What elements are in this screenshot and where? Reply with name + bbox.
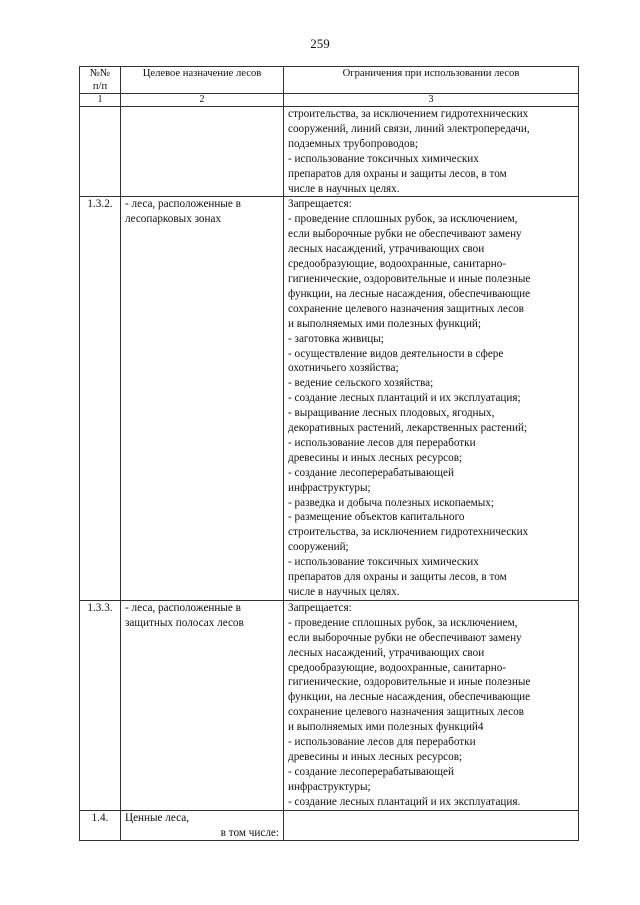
restriction-line: - использование лесов для переработки (288, 436, 476, 449)
restriction-line: - использование токсичных химических (288, 152, 479, 165)
restriction-line: - осуществление видов деятельности в сфере (288, 347, 504, 360)
restriction-line: сохранение целевого назначения защитных лесов (288, 302, 524, 315)
page-number: 259 (310, 36, 330, 51)
restriction-line: - выращивание лесных плодовых, ягодных, (288, 407, 495, 420)
restriction-line: инфраструктуры; (288, 780, 371, 793)
restriction-line: если выборочные рубки не обеспечивают замену (288, 228, 522, 241)
restriction-line: - создание лесоперерабатывающей (288, 466, 454, 479)
table-row-1-3-2 (80, 197, 579, 600)
continuation-restrictions-cell (284, 107, 579, 197)
restriction-line: - разведка и добыча полезных ископаемых; (288, 496, 494, 509)
restriction-line: функции, на лесные насаждения, обеспечивающие (288, 691, 531, 704)
restriction-line: Запрещается: (288, 198, 352, 211)
restriction-line: сохранение целевого назначения защитных лесов (288, 706, 524, 719)
table-row-1-3-3 (80, 600, 579, 810)
restriction-line: числе в научных целях. (288, 586, 400, 598)
header-number-line-1: №№ (89, 68, 111, 79)
restriction-line: если выборочные рубки не обеспечивают замену (288, 631, 522, 644)
row-restrictions (284, 810, 579, 841)
column-number-3: 3 (284, 94, 579, 107)
restriction-line: - проведение сплошных рубок, за исключением, (288, 616, 518, 629)
restriction-line: препаратов для охраны и защиты лесов, в том (288, 167, 507, 180)
restriction-line: - заготовка живицы; (288, 332, 384, 345)
header-number (80, 67, 121, 94)
restriction-line: - использование токсичных химических (288, 556, 479, 569)
restriction-line: средообразующие, водоохранные, санитарно- (288, 661, 507, 674)
row-purpose (121, 600, 284, 810)
restriction-line: - создание лесных плантаций и их эксплуатация. (288, 795, 521, 808)
restriction-line: Запрещается: (288, 601, 352, 614)
restriction-line: препаратов для охраны и защиты лесов, в том (288, 571, 507, 584)
table-header-row (80, 67, 579, 94)
restriction-line: и выполняемых ими полезных функций4 (288, 721, 484, 734)
column-number-2: 2 (121, 94, 284, 107)
table-row-continuation (80, 107, 579, 197)
restrictions-table (79, 66, 579, 841)
row-number: 1.3.2. (80, 197, 121, 600)
purpose-line: в том числе: (220, 826, 279, 839)
restriction-line: функции, на лесные насаждения, обеспечивающие (288, 287, 531, 300)
purpose-line: - леса, расположенные в (125, 601, 241, 614)
restriction-line: - создание лесоперерабатывающей (288, 765, 454, 778)
purpose-line: лесопарковых зонах (125, 213, 222, 226)
header-restrictions: Ограничения при использовании лесов (284, 67, 579, 94)
restriction-line: декоративных растений, лекарственных растений; (288, 422, 528, 435)
restriction-line: - проведение сплошных рубок, за исключением, (288, 213, 518, 226)
restriction-line: - использование лесов для переработки (288, 736, 476, 749)
row-number: 1.4. (80, 810, 121, 841)
continuation-number-cell (80, 107, 121, 197)
row-restrictions (284, 600, 579, 810)
restriction-line: сооружений; (288, 541, 349, 554)
restriction-line: лесных насаждений, утрачивающих свои (288, 646, 485, 659)
restriction-line: гигиенические, оздоровительные и иные полезные (288, 272, 531, 285)
restriction-line: - ведение сельского хозяйства; (288, 377, 434, 390)
header-number-line-2: п/п (92, 81, 108, 92)
restriction-line: средообразующие, водоохранные, санитарно- (288, 258, 507, 271)
restriction-line: строительства, за исключением гидротехнических (288, 526, 529, 539)
purpose-line: защитных полосах лесов (125, 616, 244, 629)
restriction-line: строительства, за исключением гидротехнических (288, 108, 529, 120)
column-number-row (80, 94, 579, 107)
restriction-line: охотничьего хозяйства; (288, 362, 399, 375)
continuation-purpose-cell (121, 107, 284, 197)
row-purpose (121, 810, 284, 841)
column-number-1: 1 (80, 94, 121, 107)
restriction-line: - размещение объектов капитального (288, 511, 465, 524)
table-row-1-4 (80, 810, 579, 841)
purpose-line: Ценные леса, (125, 811, 189, 824)
restriction-line: числе в научных целях. (288, 182, 400, 195)
restriction-line: древесины и иных лесных ресурсов; (288, 750, 463, 763)
row-restrictions (284, 197, 579, 600)
row-number: 1.3.3. (80, 600, 121, 810)
restriction-line: сооружений, линий связи, линий электропередачи, (288, 122, 530, 135)
purpose-line: - леса, расположенные в (125, 198, 241, 211)
restriction-line: инфраструктуры; (288, 481, 371, 494)
restriction-line: и выполняемых ими полезных функций; (288, 317, 482, 330)
row-purpose (121, 197, 284, 600)
header-purpose: Целевое назначение лесов (121, 67, 284, 94)
restriction-line: подземных трубопроводов; (288, 137, 418, 150)
restriction-line: лесных насаждений, утрачивающих свои (288, 243, 485, 256)
restriction-line: древесины и иных лесных ресурсов; (288, 451, 463, 464)
restriction-line: - создание лесных плантаций и их эксплуатация; (288, 392, 521, 405)
restriction-line: гигиенические, оздоровительные и иные полезные (288, 676, 531, 689)
